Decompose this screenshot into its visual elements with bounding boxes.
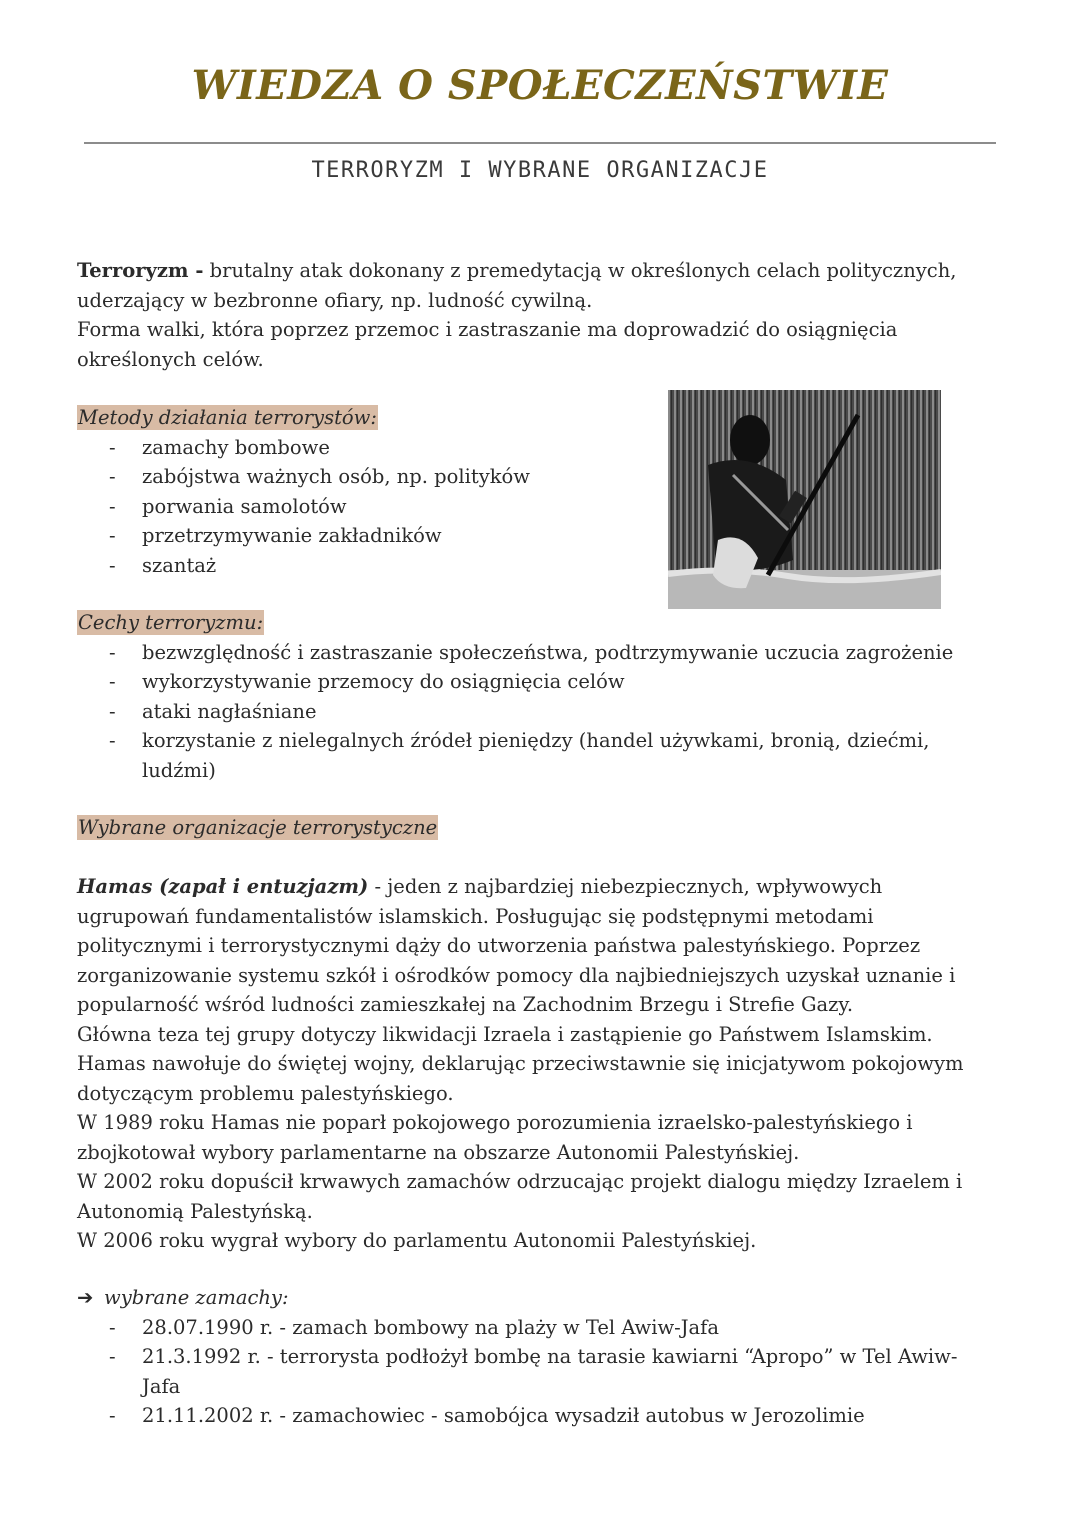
list-item: - 21.3.1992 r. - terrorysta podłożył bombę na tarasie kawiarni “Apropo” w Tel Awiw-Jafa <box>77 1342 987 1401</box>
list-item: - zabójstwa ważnych osób, np. polityków <box>77 462 657 492</box>
features-list <box>77 638 987 786</box>
attacks-list <box>77 1313 987 1431</box>
attacks-section <box>77 1283 987 1431</box>
hamas-intro: - jeden z najbardziej niebezpiecznych, wpływowych ugrupowań fundamentalistów islamskich. Posługując się podstępnymi metodami politycznymi i terrorystycznymi dąży do utworzenia państwa palestyńskiego. Poprzez zorganizowanie systemu szkół i ośrodków pomocy dla najbiedniejszych uzyskał uznanie i popularność wśród ludności zamieszkałej na Zachodnim Brzegu i Strefie Gazy. <box>77 875 956 1016</box>
attacks-label: wybrane zamachy: <box>104 1286 289 1309</box>
hamas-name: Hamas (zapał i entuzjazm) <box>77 875 369 898</box>
list-item: - zamachy bombowe <box>77 433 657 463</box>
definition-text-2: Forma walki, która poprzez przemoc i zastraszanie ma doprowadzić do osiągnięcia określonych celów. <box>77 318 898 371</box>
list-item: - bezwzględność i zastraszanie społeczeństwa, podtrzymywanie uczucia zagrożenie <box>77 638 987 668</box>
features-section <box>77 608 987 785</box>
list-item: - przetrzymywanie zakładników <box>77 521 657 551</box>
hamas-paragraph: W 2002 roku dopuścił krwawych zamachów odrzucając projekt dialogu między Izraelem i Autonomią Palestyńską. <box>77 1170 963 1223</box>
attacks-label-row <box>77 1283 987 1313</box>
list-item: - wykorzystywanie przemocy do osiągnięcia celów <box>77 667 987 697</box>
armed-militant-photo <box>668 390 941 609</box>
organizations-section <box>77 813 987 843</box>
page-title: WIEDZA O SPOŁECZEŃSTWIE <box>191 62 889 109</box>
list-item: - ataki nagłaśniane <box>77 697 987 727</box>
methods-section <box>77 403 657 580</box>
features-heading: Cechy terroryzmu: <box>78 611 264 634</box>
arrow-right-icon: ➔ <box>77 1286 94 1309</box>
list-item: - 28.07.1990 r. - zamach bombowy na plaży w Tel Awiw-Jafa <box>77 1313 987 1343</box>
list-item: - 21.11.2002 r. - zamachowiec - samobójca wysadził autobus w Jerozolimie <box>77 1401 987 1431</box>
organizations-heading: Wybrane organizacje terrorystyczne <box>78 816 438 839</box>
definition-term: Terroryzm - <box>77 259 204 282</box>
title-divider <box>84 142 996 144</box>
list-item: - korzystanie z nielegalnych źródeł pieniędzy (handel używkami, bronią, dziećmi, ludźmi) <box>77 726 987 785</box>
definition-section <box>77 256 987 374</box>
hamas-paragraph: W 1989 roku Hamas nie poparł pokojowego porozumienia izraelsko-palestyńskiego i zbojkotował wybory parlamentarne na obszarze Autonomii Palestyńskiej. <box>77 1111 913 1164</box>
list-item: - porwania samolotów <box>77 492 657 522</box>
hamas-paragraph: Główna teza tej grupy dotyczy likwidacji Izraela i zastąpienie go Państwem Islamskim. Hamas nawołuje do świętej wojny, deklarując przeciwstawnie się inicjatywom pokojowym dotyczącym problemu palestyńskiego. <box>77 1022 964 1105</box>
methods-list <box>77 433 657 581</box>
methods-heading: Metody działania terrorystów: <box>78 406 377 429</box>
list-item: - szantaż <box>77 551 657 581</box>
hamas-section <box>77 872 987 1256</box>
page-subtitle: TERRORYZM I WYBRANE ORGANIZACJE <box>311 158 769 183</box>
definition-text: brutalny atak dokonany z premedytacją w określonych celach politycznych, uderzający w bezbronne ofiary, np. ludność cywilną. <box>77 259 957 312</box>
hamas-paragraph: W 2006 roku wygrał wybory do parlamentu Autonomii Palestyńskiej. <box>77 1229 757 1252</box>
